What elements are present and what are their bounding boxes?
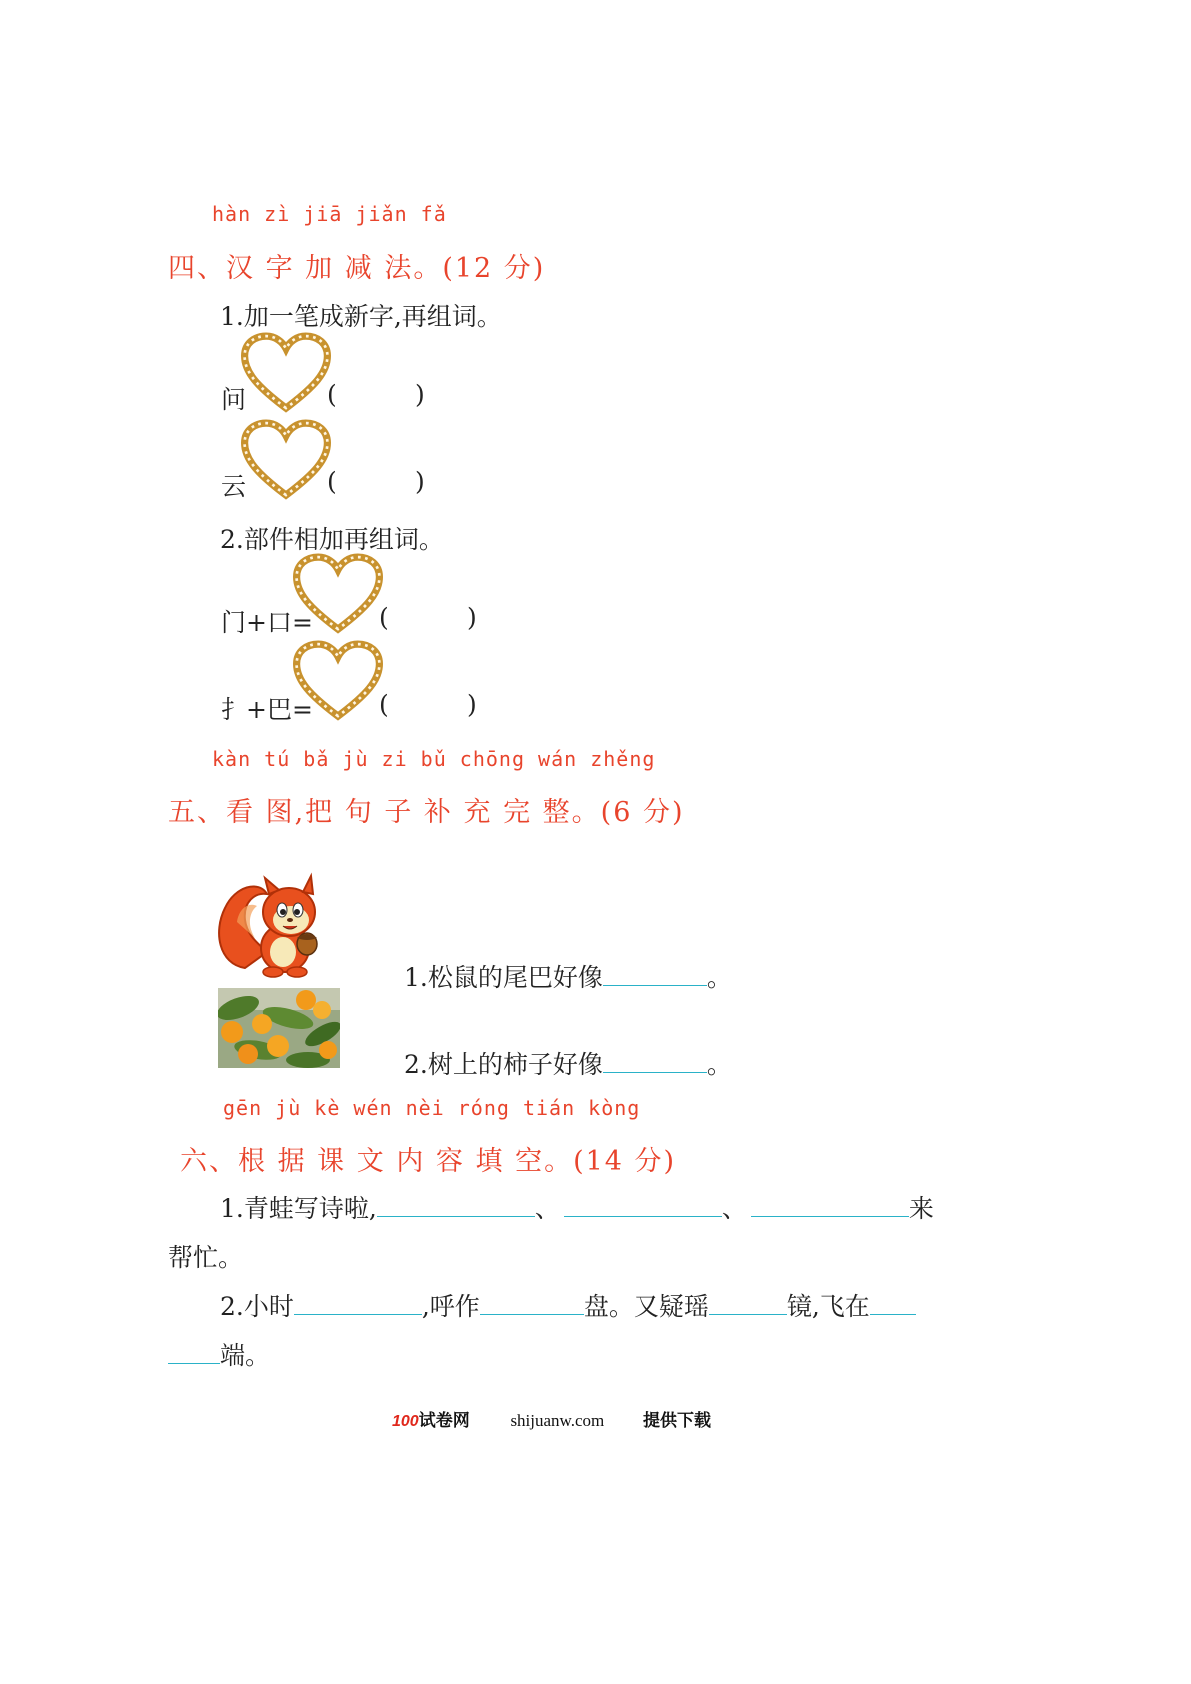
answer-blank[interactable] — [168, 1361, 220, 1364]
separator: 、 — [534, 1194, 560, 1223]
q1-char-1: 问 — [221, 385, 247, 414]
paren-close: ) — [415, 380, 425, 409]
sec6-title: 六、根 据 课 文 内 容 填 空。(14 分) — [180, 1146, 677, 1177]
separator: 、 — [721, 1194, 747, 1223]
answer-blank[interactable] — [480, 1312, 584, 1315]
sec4-q2: 2.部件相加再组词。 — [220, 525, 444, 554]
q2-text: 盘。又疑瑶 — [583, 1292, 709, 1321]
q2-expr-2: 扌+巴= — [221, 695, 313, 724]
end-mark: 。 — [706, 1050, 732, 1079]
sec4-title: 四、汉 字 加 减 法。(12 分) — [168, 253, 546, 284]
heart-icon — [293, 640, 383, 722]
sec5-sentence-1 — [404, 958, 732, 994]
q2-text: 端。 — [220, 1341, 271, 1370]
squirrel-image — [215, 872, 327, 980]
sec5-sentence-2 — [404, 1045, 732, 1081]
sec6-pinyin: gēn jù kè wén nèi róng tián kòng — [223, 1096, 641, 1120]
q2-text: ,呼作 — [421, 1292, 480, 1321]
answer-blank[interactable] — [603, 983, 707, 986]
site-name: 试卷网 — [418, 1411, 470, 1430]
q1-prefix: 1.青蛙写诗啦, — [220, 1194, 377, 1223]
sec4-q1: 1.加一笔成新字,再组词。 — [220, 302, 502, 331]
end-mark: 。 — [706, 963, 732, 992]
answer-blank[interactable] — [603, 1070, 707, 1073]
answer-blank[interactable] — [709, 1312, 787, 1315]
sec4-pinyin: hàn zì jiā jiǎn fǎ — [212, 202, 447, 226]
sec5-pinyin: kàn tú bǎ jù zi bǔ chōng wán zhěng — [212, 747, 656, 771]
sec6-q1-line2: 帮忙。 — [168, 1243, 244, 1272]
sec6-q2 — [220, 1287, 916, 1323]
heart-icon — [293, 553, 383, 635]
paren-open: ( — [379, 690, 389, 719]
paren-open: ( — [327, 467, 337, 496]
sec5-title: 五、看 图,把 句 子 补 充 完 整。(6 分) — [168, 797, 685, 828]
paren-open: ( — [327, 380, 337, 409]
answer-blank[interactable] — [870, 1312, 916, 1315]
q2-expr-1: 门+口= — [221, 608, 313, 637]
heart-icon — [241, 332, 331, 414]
sentence-prefix: 2.树上的柿子好像 — [404, 1050, 603, 1079]
q2-text: 镜,飞在 — [786, 1292, 870, 1321]
heart-icon — [241, 419, 331, 501]
site-logo: 100 — [392, 1413, 419, 1430]
paren-close: ) — [467, 603, 477, 632]
sentence-prefix: 1.松鼠的尾巴好像 — [404, 963, 603, 992]
answer-blank[interactable] — [751, 1214, 909, 1217]
footer-note: 提供下载 — [642, 1411, 711, 1430]
q1-suffix: 来 — [908, 1194, 934, 1223]
persimmon-image — [218, 988, 340, 1068]
paren-close: ) — [415, 467, 425, 496]
paren-open: ( — [379, 603, 389, 632]
q1-char-2: 云 — [221, 472, 247, 501]
site-domain[interactable]: shijuanw.com — [510, 1411, 605, 1430]
answer-blank[interactable] — [294, 1312, 422, 1315]
q2-text: 2.小时 — [220, 1292, 294, 1321]
paren-close: ) — [467, 690, 477, 719]
sec6-q1 — [220, 1189, 934, 1225]
answer-blank[interactable] — [377, 1214, 535, 1217]
sec6-q2-line2 — [168, 1336, 270, 1372]
answer-blank[interactable] — [564, 1214, 722, 1217]
footer — [392, 1406, 711, 1431]
